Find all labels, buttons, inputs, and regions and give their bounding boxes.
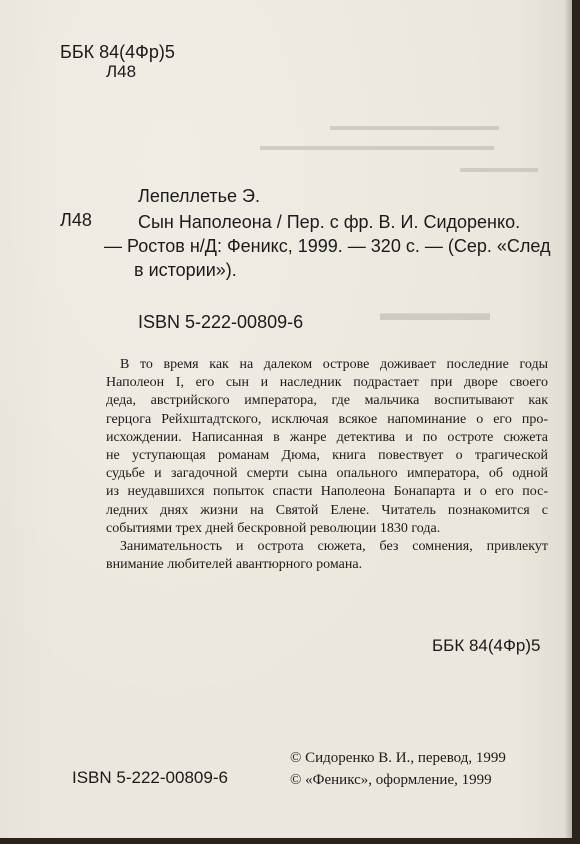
record-line: в истории»).	[134, 260, 237, 280]
annotation-line: событиями трех дней бескровной революции 1830 года.	[106, 520, 441, 536]
show-through-1: ▬▬▬▬▬▬▬▬▬▬▬▬▬	[330, 118, 499, 133]
show-through-2: ▬▬▬▬▬▬▬▬▬▬▬▬▬▬▬▬▬▬	[260, 138, 494, 153]
annotation-line: исхождении. Написанная в жанре детектива и по остроте сюжета	[106, 429, 548, 445]
show-through-3: ▬▬▬▬▬▬	[460, 160, 538, 175]
author-name: Лепеллетье Э.	[138, 186, 260, 206]
isbn-record: ISBN 5-222-00809-6	[138, 312, 304, 332]
annotation-paragraph-2	[106, 538, 548, 574]
annotation-line: герцога Рейхштадтского, исключая всякое напоминание о его про-	[106, 411, 548, 427]
copyright-translation: © Сидоренко В. И., перевод, 1999	[290, 750, 506, 766]
annotation	[106, 356, 548, 574]
bibliographic-record	[104, 210, 564, 282]
record-line: Сын Наполеона / Пер. с фр. В. И. Сидоренко.	[138, 212, 521, 232]
annotation-line: внимание любителей авантюрного романа.	[106, 557, 363, 573]
annotation-line: ледних днях жизни на Святой Елене. Читатель познакомится с	[106, 502, 548, 518]
show-through-4: ▬▬▬▬▬	[380, 300, 490, 325]
author-mark-top: Л48	[106, 62, 137, 81]
record-line: — Ростов н/Д: Феникс, 1999. — 320 с. — (Сер. «След	[104, 236, 551, 256]
annotation-line: судьбе и загадочной смерти сына опального императора, об одной	[106, 466, 548, 482]
bbk-classification-top: ББК 84(4Фр)5	[60, 42, 175, 62]
annotation-line: не уступающая романам Дюма, книга повествует о трагической	[106, 448, 548, 464]
annotation-line: деда, австрийского императора, где мальчика воспитывают как	[106, 393, 548, 409]
bbk-classification-bottom: ББК 84(4Фр)5	[432, 636, 541, 655]
spine-shadow	[564, 0, 572, 838]
annotation-line: В то время как на далеком острове доживает последние годы	[120, 357, 548, 372]
annotation-paragraph-1	[106, 356, 548, 538]
isbn-bottom: ISBN 5-222-00809-6	[72, 768, 228, 787]
annotation-line: Наполеон I, его сын и наследник подрастает при дворе своего	[106, 375, 548, 391]
annotation-line: из неудавшихся попыток спасти Наполеона Бонапарта и о его пос-	[106, 484, 548, 500]
copyright-design: © «Феникс», оформление, 1999	[290, 772, 492, 788]
author-mark-side: Л48	[60, 210, 92, 230]
annotation-line: Занимательность и острота сюжета, без сомнения, привлекут	[120, 539, 548, 555]
